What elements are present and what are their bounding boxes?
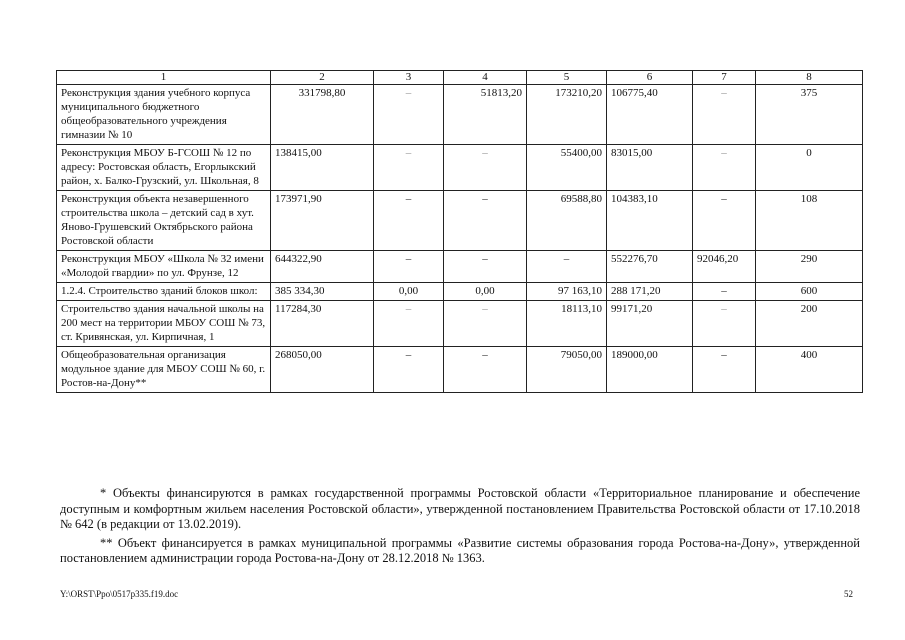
page-number: 52: [844, 589, 853, 599]
col-6-value: 104383,10: [607, 191, 693, 251]
col-4-value: –: [444, 145, 527, 191]
col-5-value: 97 163,10: [527, 283, 607, 301]
col-7-value: –: [693, 85, 756, 145]
col-2-value: 644322,90: [271, 251, 374, 283]
col-2-value: 331798,80: [271, 85, 374, 145]
col-4-value: –: [444, 301, 527, 347]
object-name: Реконструкция МБОУ «Школа № 32 имени «Молодой гвардии» по ул. Фрунзе, 12: [57, 251, 271, 283]
col-4-value: –: [444, 191, 527, 251]
col-2-value: 385 334,30: [271, 283, 374, 301]
footnote-1: * Объекты финансируются в рамках государственной программы Ростовской области «Территориальное планирование и обеспечение доступным и комфортным жильем населения Ростовской области», утвержденной постановлением Правительства Ростовской области от 17.10.2018 № 642 (в редакции от 13.02.2019).: [60, 486, 860, 531]
col-7-value: –: [693, 347, 756, 393]
col-5-value: 173210,20: [527, 85, 607, 145]
object-name: Строительство здания начальной школы на 200 мест на территории МБОУ СОШ № 73, ст. Кривянская, ул. Кирпичная, 1: [57, 301, 271, 347]
col-2-value: 117284,30: [271, 301, 374, 347]
footnotes: [60, 486, 860, 570]
object-name: Общеобразовательная организация модульное здание для МБОУ СОШ № 60, г. Ростов-на-Дону**: [57, 347, 271, 393]
col-6-value: 83015,00: [607, 145, 693, 191]
col-5-value: 79050,00: [527, 347, 607, 393]
financing-table: [56, 70, 863, 393]
col-4-value: –: [444, 347, 527, 393]
col-8-value: 400: [756, 347, 863, 393]
col-7-value: –: [693, 283, 756, 301]
header-cell: 8: [756, 71, 863, 85]
header-cell: 2: [271, 71, 374, 85]
table-row: [57, 347, 863, 393]
col-8-value: 200: [756, 301, 863, 347]
col-3-value: –: [374, 301, 444, 347]
table-row: [57, 85, 863, 145]
object-name: Реконструкция здания учебного корпуса муниципального бюджетного общеобразовательного учреждения гимназии № 10: [57, 85, 271, 145]
object-name: Реконструкция МБОУ Б-ГСОШ № 12 по адресу: Ростовская область, Егорлыкский район, х. Балко-Грузский, ул. Школьная, 8: [57, 145, 271, 191]
col-8-value: 108: [756, 191, 863, 251]
table-row: [57, 283, 863, 301]
col-3-value: –: [374, 347, 444, 393]
header-cell: 6: [607, 71, 693, 85]
col-5-value: 18113,10: [527, 301, 607, 347]
col-2-value: 173971,90: [271, 191, 374, 251]
header-cell: 4: [444, 71, 527, 85]
header-cell: 7: [693, 71, 756, 85]
col-2-value: 138415,00: [271, 145, 374, 191]
col-4-value: 51813,20: [444, 85, 527, 145]
col-8-value: 600: [756, 283, 863, 301]
document-path: Y:\ORST\Ppo\0517p335.f19.doc: [60, 589, 179, 599]
table-row: [57, 301, 863, 347]
col-7-value: –: [693, 145, 756, 191]
col-7-value: –: [693, 191, 756, 251]
object-name: Реконструкция объекта незавершенного строительства школа – детский сад в хут. Яново-Грушевский Октябрьского района Ростовской области: [57, 191, 271, 251]
col-6-value: 99171,20: [607, 301, 693, 347]
col-3-value: –: [374, 251, 444, 283]
col-5-value: 55400,00: [527, 145, 607, 191]
header-cell: 1: [57, 71, 271, 85]
table-row: [57, 145, 863, 191]
col-5-value: –: [527, 251, 607, 283]
col-3-value: 0,00: [374, 283, 444, 301]
col-3-value: –: [374, 85, 444, 145]
footnote-2: ** Объект финансируется в рамках муниципальной программы «Развитие системы образования города Ростова-на-Дону», утвержденной постановлением администрации города Ростова-на-Дону от 28.12.2018 № 1363.: [60, 535, 860, 565]
col-4-value: –: [444, 251, 527, 283]
col-7-value: –: [693, 301, 756, 347]
col-6-value: 288 171,20: [607, 283, 693, 301]
col-2-value: 268050,00: [271, 347, 374, 393]
col-6-value: 106775,40: [607, 85, 693, 145]
col-3-value: –: [374, 191, 444, 251]
object-name: 1.2.4. Строительство зданий блоков школ:: [57, 283, 271, 301]
table-header-row: [57, 71, 863, 85]
table-row: [57, 251, 863, 283]
header-cell: 5: [527, 71, 607, 85]
col-8-value: 290: [756, 251, 863, 283]
col-8-value: 0: [756, 145, 863, 191]
col-5-value: 69588,80: [527, 191, 607, 251]
col-3-value: –: [374, 145, 444, 191]
col-8-value: 375: [756, 85, 863, 145]
col-6-value: 552276,70: [607, 251, 693, 283]
header-cell: 3: [374, 71, 444, 85]
col-6-value: 189000,00: [607, 347, 693, 393]
table-row: [57, 191, 863, 251]
col-7-value: 92046,20: [693, 251, 756, 283]
col-4-value: 0,00: [444, 283, 527, 301]
